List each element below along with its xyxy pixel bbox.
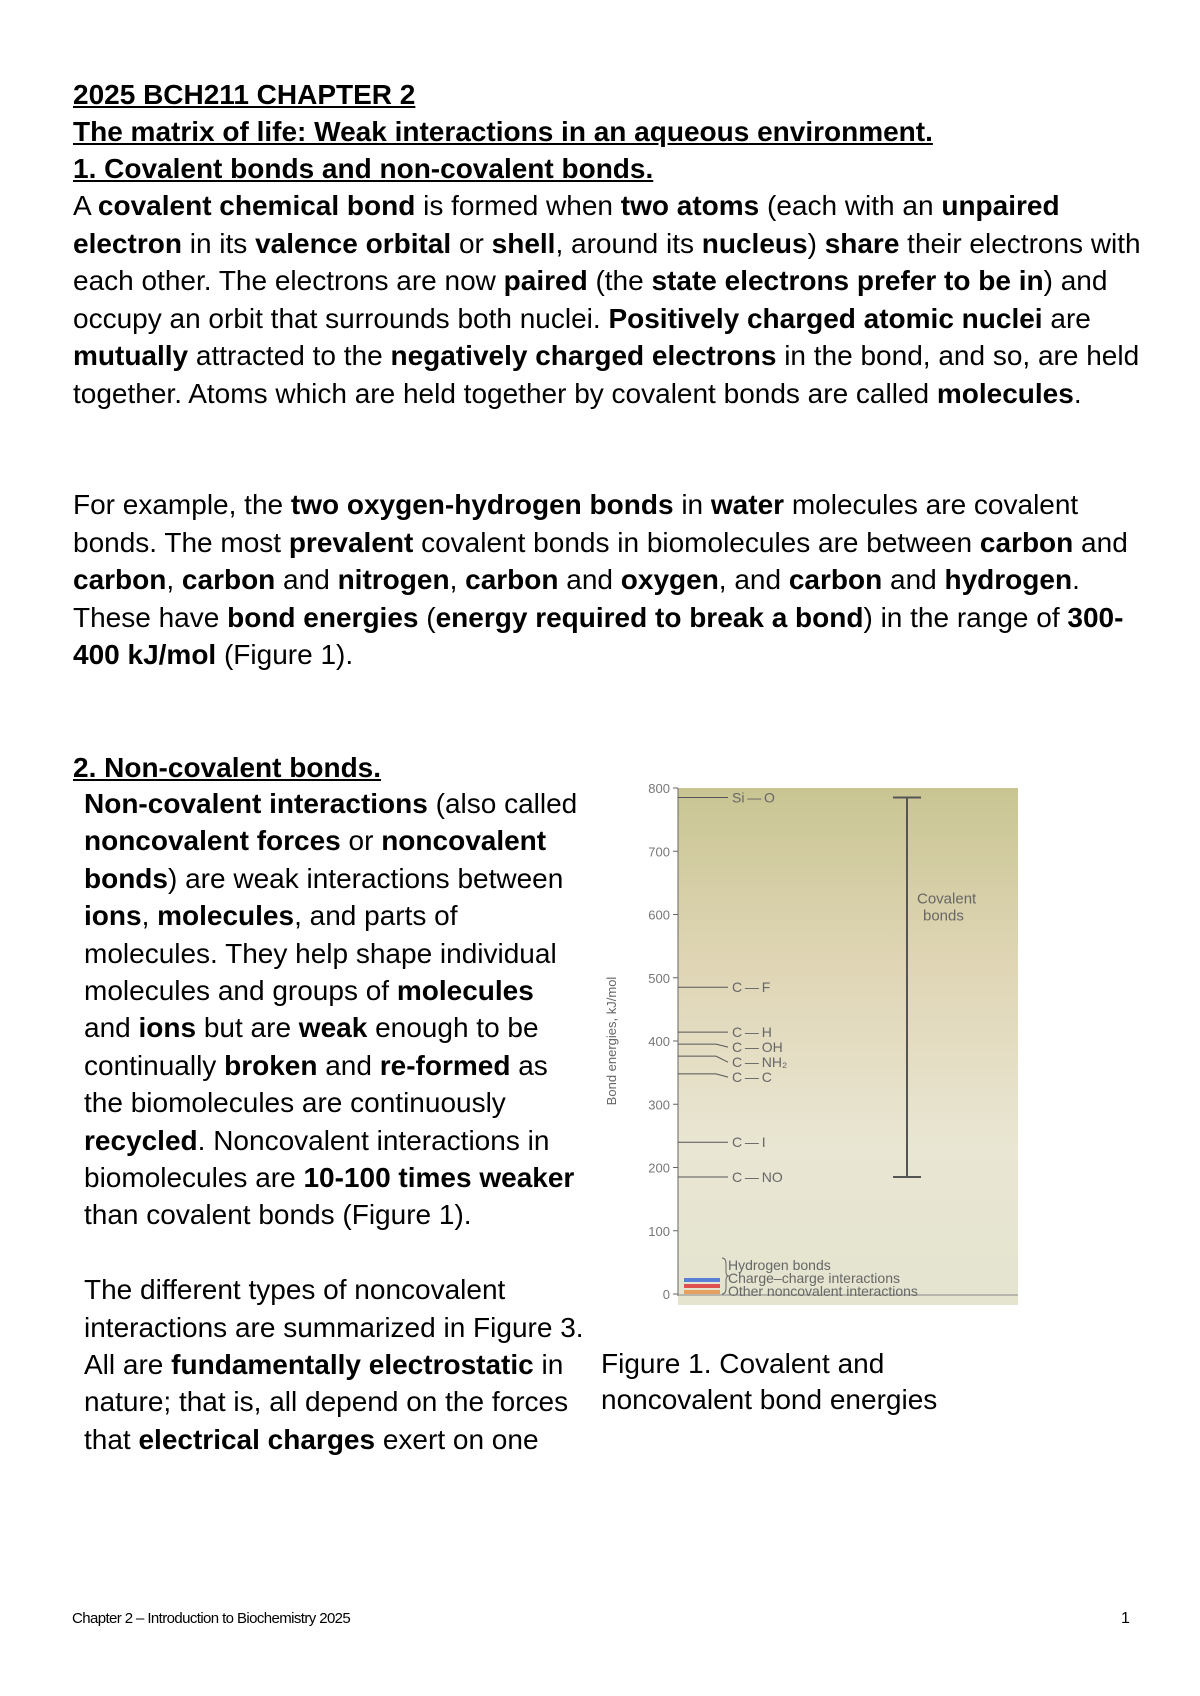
text-run: (each with an (759, 190, 942, 221)
covalent-label: bonds (923, 907, 964, 925)
text-run: water (710, 489, 785, 520)
text-run: and (1073, 526, 1128, 558)
chapter-title: 2025 BCH211 CHAPTER 2 (73, 79, 416, 110)
text-run: . These have (73, 564, 1080, 633)
text-run: carbon (465, 564, 559, 595)
text-run: 10-100 times weaker (303, 1162, 575, 1194)
text-run: Positively charged atomic nuclei (608, 302, 1043, 334)
text-run: state electrons prefer to be in (651, 265, 1044, 296)
bond-label: C — OH (732, 1039, 783, 1056)
text-run: molecules (396, 975, 534, 1007)
noncovalent-label: Hydrogen bonds (728, 1257, 831, 1273)
text-run: and (558, 564, 621, 595)
text-run: ) in the range of (863, 601, 1068, 633)
text-run: oxygen (620, 564, 719, 595)
text-run: covalent bonds in biomolecules are between (413, 526, 980, 558)
text-run: , around its (555, 227, 702, 259)
bond-label: C — I (732, 1134, 766, 1151)
text-run: or (340, 825, 382, 857)
text-run: ( (418, 601, 436, 633)
text-run: molecules (157, 900, 295, 932)
text-run: noncovalent forces (84, 825, 341, 857)
text-run: (also called (427, 788, 578, 819)
text-run: and (275, 564, 338, 595)
text-run: . Noncovalent interactions in biomolecules are (84, 1124, 550, 1194)
paragraph-types (84, 1271, 584, 1458)
text-run: carbon (73, 564, 167, 595)
text-run: fundamentally electrostatic (171, 1349, 534, 1381)
text-run: exert on one (375, 1423, 539, 1455)
text-run: in its (181, 227, 256, 259)
text-run: unpaired electron (73, 190, 1060, 259)
text-run: energy required to break a bond (435, 601, 864, 633)
y-tick-label: 800 (648, 781, 670, 796)
text-run: and (317, 1049, 380, 1081)
text-run: shell (491, 227, 556, 259)
y-tick-label: 700 (648, 844, 670, 860)
paragraph-example (73, 486, 1143, 674)
text-run: , (449, 564, 466, 595)
text-run: bond energies (227, 601, 419, 633)
text-run: recycled (84, 1124, 198, 1156)
y-tick-label: 0 (662, 1287, 670, 1302)
bond-energy-figure (592, 772, 1022, 1312)
text-run: hydrogen (944, 564, 1073, 595)
text-run: as the biomolecules are continuously (84, 1049, 548, 1119)
text-run: and (882, 564, 945, 595)
section-2-title: 2. Non-covalent bonds. (73, 752, 382, 783)
text-run: A (73, 190, 98, 221)
bond-energy-chart (592, 772, 1022, 1312)
text-run: carbon (788, 564, 883, 595)
footer-text: Chapter 2 – Introduction to Biochemistry 2025 (72, 1610, 351, 1627)
text-run: or (451, 227, 492, 259)
text-run: are (1042, 302, 1091, 334)
bond-label: Si — O (732, 789, 775, 806)
text-run: , and (718, 564, 789, 595)
text-run: than covalent bonds (Figure 1). (84, 1199, 472, 1231)
text-run: negatively charged electrons (390, 340, 777, 371)
text-run: , (166, 564, 182, 595)
noncovalent-bar (684, 1278, 720, 1282)
text-run: and (84, 1012, 139, 1044)
text-run: molecules (936, 377, 1074, 409)
text-run: molecules are covalent bonds. The most (73, 489, 1079, 558)
y-tick-label: 500 (648, 970, 670, 986)
bond-label: C — C (732, 1069, 772, 1086)
text-run: in the bond, and so, are held together. Atoms which are held together by covalent bonds are called (73, 340, 1140, 409)
text-run: weak (298, 1012, 368, 1044)
text-run: , and parts of molecules. They help shape individual molecules and groups of (84, 900, 557, 1007)
y-tick-label: 300 (648, 1097, 670, 1113)
text-run: ) are weak interactions between (168, 862, 564, 894)
text-run: mutually (73, 340, 189, 371)
y-tick-label: 400 (648, 1034, 670, 1049)
text-run: Non-covalent interactions (84, 788, 428, 819)
text-run: (Figure 1). (216, 639, 354, 670)
text-run: The different types of noncovalent interactions are summarized in Figure 3. All are (84, 1274, 584, 1381)
noncovalent-bar (684, 1290, 720, 1294)
text-run: in nature; that is, all depend on the forces that (84, 1349, 569, 1455)
chart-background (678, 788, 1018, 1305)
text-run: , (141, 900, 158, 932)
chapter-subtitle: The matrix of life: Weak interactions in an aqueous environment. (73, 116, 933, 147)
text-run: (the (587, 265, 652, 296)
heading-block (73, 76, 1133, 187)
bond-label: C — F (732, 979, 771, 996)
noncovalent-label: Charge–charge interactions (728, 1270, 900, 1286)
text-run: electrical charges (138, 1423, 376, 1455)
paragraph-noncovalent (84, 785, 584, 1234)
text-run: . (1073, 377, 1082, 409)
text-run: For example, the (73, 489, 291, 520)
text-run: share (824, 227, 900, 259)
text-run: carbon (979, 526, 1074, 558)
text-run: re-formed (379, 1049, 511, 1081)
text-run: covalent chemical bond (97, 190, 416, 221)
text-run: carbon (181, 564, 276, 595)
text-run: two atoms (620, 190, 760, 221)
text-run: ) and occupy an orbit that surrounds both nuclei. (73, 265, 1108, 334)
y-axis-label: Bond energies, kJ/mol (604, 976, 619, 1106)
bond-label: C — NH₂ (732, 1054, 788, 1071)
noncovalent-label: Other noncovalent interactions (728, 1283, 918, 1299)
text-run: but are (196, 1012, 299, 1044)
text-run: attracted to the (188, 340, 391, 371)
text-run: ) (807, 227, 825, 259)
section-1-title: 1. Covalent bonds and non-covalent bonds. (73, 153, 654, 184)
bond-label: C — H (732, 1024, 772, 1041)
text-run: valence orbital (255, 227, 452, 259)
y-tick-label: 600 (648, 907, 670, 923)
text-run: broken (224, 1049, 318, 1081)
text-run: their electrons with each other. The electrons are now (73, 227, 1141, 296)
text-run: nitrogen (337, 564, 450, 595)
text-run: in (673, 489, 711, 520)
text-run: is formed when (415, 190, 621, 221)
figure-caption: Figure 1. Covalent and noncovalent bond energies (601, 1348, 938, 1415)
text-run: ions (84, 900, 142, 932)
text-run: enough to be continually (84, 1012, 539, 1081)
page-number: 1 (1121, 1610, 1130, 1627)
text-run: paired (503, 265, 588, 296)
y-tick-label: 200 (648, 1160, 670, 1176)
text-run: prevalent (288, 526, 414, 558)
text-run: two oxygen-hydrogen bonds (290, 489, 674, 520)
text-run: ions (138, 1012, 197, 1044)
noncovalent-bar (684, 1284, 720, 1288)
bond-label: C — NO (732, 1168, 783, 1185)
covalent-label: Covalent (917, 890, 977, 908)
text-run: nucleus (701, 227, 808, 259)
y-tick-label: 100 (648, 1223, 670, 1239)
text-run: 300-400 kJ/mol (73, 601, 1124, 670)
noncovalent-column (84, 785, 584, 1458)
text-run: noncovalent bonds (84, 825, 547, 894)
paragraph-covalent-bond (73, 187, 1143, 412)
